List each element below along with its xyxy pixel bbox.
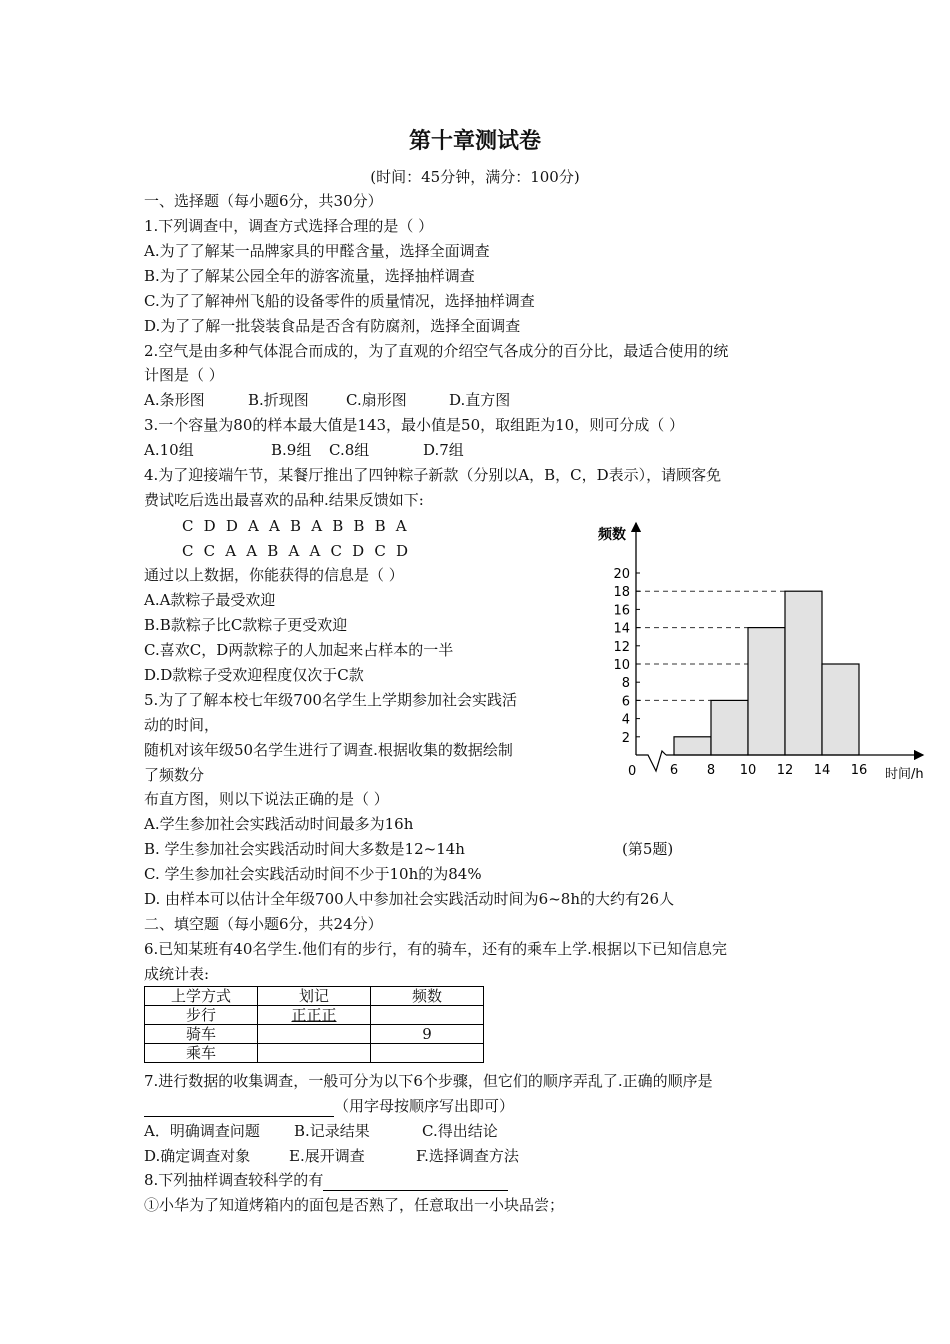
- q1-stem: 1.下列调查中，调查方式选择合理的是（ ）: [144, 217, 434, 235]
- q2-option-c: C.扇形图: [346, 391, 407, 409]
- table-cell: 乘车: [145, 1044, 258, 1063]
- table-cell[interactable]: [258, 1044, 371, 1063]
- q1-option-d: D.为了了解一批袋装食品是否含有防腐剂，选择全面调查: [144, 317, 521, 335]
- table-row: [145, 1006, 484, 1025]
- q7-step-b: B.记录结果: [294, 1122, 370, 1140]
- q4-option-b: B.B款粽子比C款粽子更受欢迎: [144, 616, 348, 634]
- y-tick-label: 4: [621, 712, 630, 728]
- q8-stem: 8.下列抽样调查较科学的有: [144, 1171, 324, 1189]
- q7-stem: 7.进行数据的收集调查，一般可分为以下6个步骤，但它们的顺序弄乱了.正确的顺序是: [144, 1072, 713, 1090]
- x-tick-label: 10: [739, 763, 757, 778]
- origin-label: 0: [628, 764, 637, 779]
- q4-ask: 通过以上数据，你能获得的信息是（ ）: [144, 566, 404, 584]
- q3-option-a: A.10组: [144, 441, 194, 459]
- q8-answer-blank[interactable]: [323, 1174, 508, 1191]
- table-row: [145, 1025, 484, 1044]
- q7-answer-blank[interactable]: [144, 1100, 334, 1117]
- histogram-bar: [822, 664, 859, 755]
- section-choice: 一、选择题（每小题6分，共30分）: [144, 192, 383, 210]
- histogram-bar: [748, 628, 785, 755]
- q8-stem-line: [144, 1169, 508, 1191]
- q2-option-a: A.条形图: [144, 391, 205, 409]
- y-tick-label: 18: [613, 585, 630, 601]
- q7-step-a: A．明确调查问题: [144, 1122, 260, 1140]
- x-tick-label: 12: [776, 763, 794, 778]
- y-tick-label: 8: [621, 676, 630, 692]
- q1-option-a: A.为了了解某一品牌家具的甲醛含量，选择全面调查: [144, 242, 490, 260]
- q5-option-d: D. 由样本可以估计全年级700人中参加社会实践活动时间为6~8h的大约有26人: [144, 890, 675, 908]
- x-tick-label: 6: [669, 763, 679, 778]
- q5-stem-line3: 随机对该年级50名学生进行了调查.根据收集的数据绘制: [144, 741, 513, 759]
- q5-option-c: C. 学生参加社会实践活动时间不少于10h的为84%: [144, 865, 482, 883]
- table-cell[interactable]: [371, 1044, 484, 1063]
- y-axis-label: 频数: [598, 527, 626, 543]
- q2-stem-line2: 计图是（ ）: [144, 366, 224, 384]
- q5-stem-line5: 布直方图，则以下说法正确的是（ ）: [144, 790, 389, 808]
- q4-option-a: A.A款粽子最受欢迎: [144, 591, 276, 609]
- y-tick-label: 10: [613, 658, 630, 673]
- x-axis-label: 时间/h: [885, 767, 924, 782]
- y-tick-label: 20: [613, 567, 630, 582]
- q7-hint: （用字母按顺序写出即可）: [334, 1097, 515, 1115]
- q3-options: [144, 439, 464, 461]
- histogram-bar: [711, 700, 748, 755]
- y-tick-label: 14: [613, 621, 630, 637]
- section-fill: 二、填空题（每小题6分，共24分）: [144, 915, 383, 933]
- x-tick-label: 14: [813, 763, 831, 778]
- q4-option-d: D.D款粽子受欢迎程度仅次于C款: [144, 666, 364, 684]
- q7-step-e: E.展开调查: [289, 1147, 365, 1165]
- q4-data-row1: C D D A A B A B B B A: [182, 517, 410, 535]
- q5-stem-line1: 5.为了了解本校七年级700名学生上学期参加社会实践活: [144, 691, 517, 709]
- q5-stem-line2: 动的时间，: [144, 716, 220, 734]
- histogram-bar: [785, 591, 822, 755]
- statistics-table: [144, 986, 484, 1063]
- q4-data-row2: C C A A B A A C D C D: [182, 542, 411, 560]
- axis-break: [636, 751, 666, 771]
- y-tick-label: 6: [621, 694, 630, 710]
- q4-stem-line1: 4.为了迎接端午节，某餐厅推出了四钟粽子新款（分别以A，B，C，D表示），请顾客免: [144, 466, 722, 484]
- q7-step-c: C.得出结论: [422, 1122, 498, 1140]
- q5-option-b: B. 学生参加社会实践活动时间大多数是12~14h: [144, 840, 465, 858]
- x-tick-label: 16: [850, 763, 868, 778]
- q7-steps-row1: [144, 1120, 498, 1142]
- q6-stem-line1: 6.已知某班有40名学生.他们有的步行，有的骑车，还有的乘车上学.根据以下已知信息完: [144, 940, 727, 958]
- table-cell[interactable]: [258, 1025, 371, 1044]
- y-tick-label: 16: [613, 603, 630, 619]
- table-header-cell: 频数: [371, 987, 484, 1006]
- q7-answer-line: [144, 1095, 514, 1117]
- y-tick-label: 12: [613, 639, 630, 655]
- table-cell: 正正正: [258, 1006, 371, 1025]
- exam-info: (时间：45分钟，满分：100分): [370, 168, 580, 186]
- table-cell: 步行: [145, 1006, 258, 1025]
- q1-option-b: B.为了了解某公园全年的游客流量，选择抽样调查: [144, 267, 475, 285]
- histogram-bars: [674, 591, 859, 755]
- q2-option-d: D.直方图: [449, 391, 511, 409]
- figure-caption: (第5题): [622, 840, 674, 858]
- frequency-histogram: [590, 515, 940, 790]
- q7-step-f: F.选择调查方法: [416, 1147, 519, 1165]
- q3-option-c: C.8组: [329, 441, 370, 459]
- q4-option-c: C.喜欢C，D两款粽子的人加起来占样本的一半: [144, 641, 454, 659]
- q1-option-c: C.为了了解神州飞船的设备零件的质量情况，选择抽样调查: [144, 292, 535, 310]
- table-header-row: [145, 987, 484, 1006]
- q2-option-b: B.折现图: [248, 391, 309, 409]
- table-header-cell: 上学方式: [145, 987, 258, 1006]
- q3-stem: 3.一个容量为80的样本最大值是143，最小值是50，取组距为10，则可分成（ ）: [144, 416, 684, 434]
- q6-stem-line2: 成统计表:: [144, 965, 210, 983]
- q2-options: [144, 389, 510, 411]
- q3-option-b: B.9组: [271, 441, 312, 459]
- q7-step-d: D.确定调查对象: [144, 1147, 251, 1165]
- histogram-bar: [674, 737, 711, 755]
- page-title: 第十章测试卷: [408, 129, 541, 154]
- q5-option-a: A.学生参加社会实践活动时间最多为16h: [144, 815, 414, 833]
- table-row: [145, 1044, 484, 1063]
- x-tick-label: 8: [706, 763, 716, 778]
- y-tick-label: 2: [621, 730, 630, 746]
- table-cell: 骑车: [145, 1025, 258, 1044]
- q3-option-d: D.7组: [423, 441, 464, 459]
- q2-stem-line1: 2.空气是由多种气体混合而成的，为了直观的介绍空气各成分的百分比，最适合使用的统: [144, 342, 729, 360]
- table-header-cell: 划记: [258, 987, 371, 1006]
- q8-item-1: ①小华为了知道烤箱内的面包是否熟了，任意取出一小块品尝；: [144, 1196, 565, 1214]
- q7-steps-row2: [144, 1145, 519, 1167]
- q4-stem-line2: 费试吃后选出最喜欢的品种.结果反馈如下:: [144, 491, 424, 509]
- table-cell: 9: [371, 1025, 484, 1044]
- table-cell[interactable]: [371, 1006, 484, 1025]
- q5-stem-line4: 了频数分: [144, 766, 205, 784]
